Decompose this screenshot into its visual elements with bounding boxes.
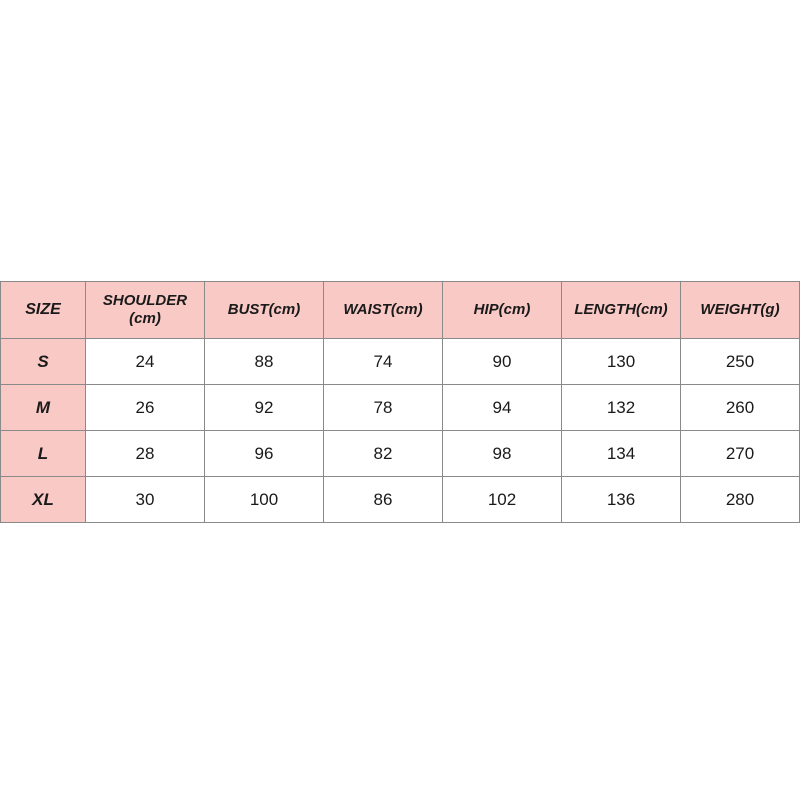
cell-hip: 102 xyxy=(443,477,562,523)
cell-hip: 98 xyxy=(443,431,562,477)
cell-weight: 280 xyxy=(681,477,800,523)
column-header-bust: BUST(cm) xyxy=(205,282,324,339)
table-header xyxy=(1,282,800,339)
size-chart-container xyxy=(0,281,800,523)
table-row xyxy=(1,477,800,523)
cell-weight: 260 xyxy=(681,385,800,431)
cell-size: XL xyxy=(1,477,86,523)
cell-length: 134 xyxy=(562,431,681,477)
column-header-length: LENGTH(cm) xyxy=(562,282,681,339)
column-header-hip: HIP(cm) xyxy=(443,282,562,339)
cell-hip: 94 xyxy=(443,385,562,431)
cell-shoulder: 24 xyxy=(86,339,205,385)
table-row xyxy=(1,431,800,477)
cell-waist: 86 xyxy=(324,477,443,523)
column-header-waist: WAIST(cm) xyxy=(324,282,443,339)
column-header-weight: WEIGHT(g) xyxy=(681,282,800,339)
cell-size: S xyxy=(1,339,86,385)
cell-length: 130 xyxy=(562,339,681,385)
cell-waist: 82 xyxy=(324,431,443,477)
cell-shoulder: 30 xyxy=(86,477,205,523)
cell-hip: 90 xyxy=(443,339,562,385)
size-chart-table xyxy=(0,281,800,523)
cell-bust: 100 xyxy=(205,477,324,523)
cell-shoulder: 26 xyxy=(86,385,205,431)
cell-size: L xyxy=(1,431,86,477)
table-body xyxy=(1,339,800,523)
cell-weight: 250 xyxy=(681,339,800,385)
column-header-size: SIZE xyxy=(1,282,86,339)
cell-bust: 92 xyxy=(205,385,324,431)
cell-bust: 88 xyxy=(205,339,324,385)
cell-weight: 270 xyxy=(681,431,800,477)
cell-waist: 74 xyxy=(324,339,443,385)
cell-length: 136 xyxy=(562,477,681,523)
cell-shoulder: 28 xyxy=(86,431,205,477)
column-header-shoulder: SHOULDER (cm) xyxy=(86,282,205,339)
table-row xyxy=(1,339,800,385)
cell-waist: 78 xyxy=(324,385,443,431)
cell-length: 132 xyxy=(562,385,681,431)
cell-bust: 96 xyxy=(205,431,324,477)
cell-size: M xyxy=(1,385,86,431)
table-header-row xyxy=(1,282,800,339)
table-row xyxy=(1,385,800,431)
